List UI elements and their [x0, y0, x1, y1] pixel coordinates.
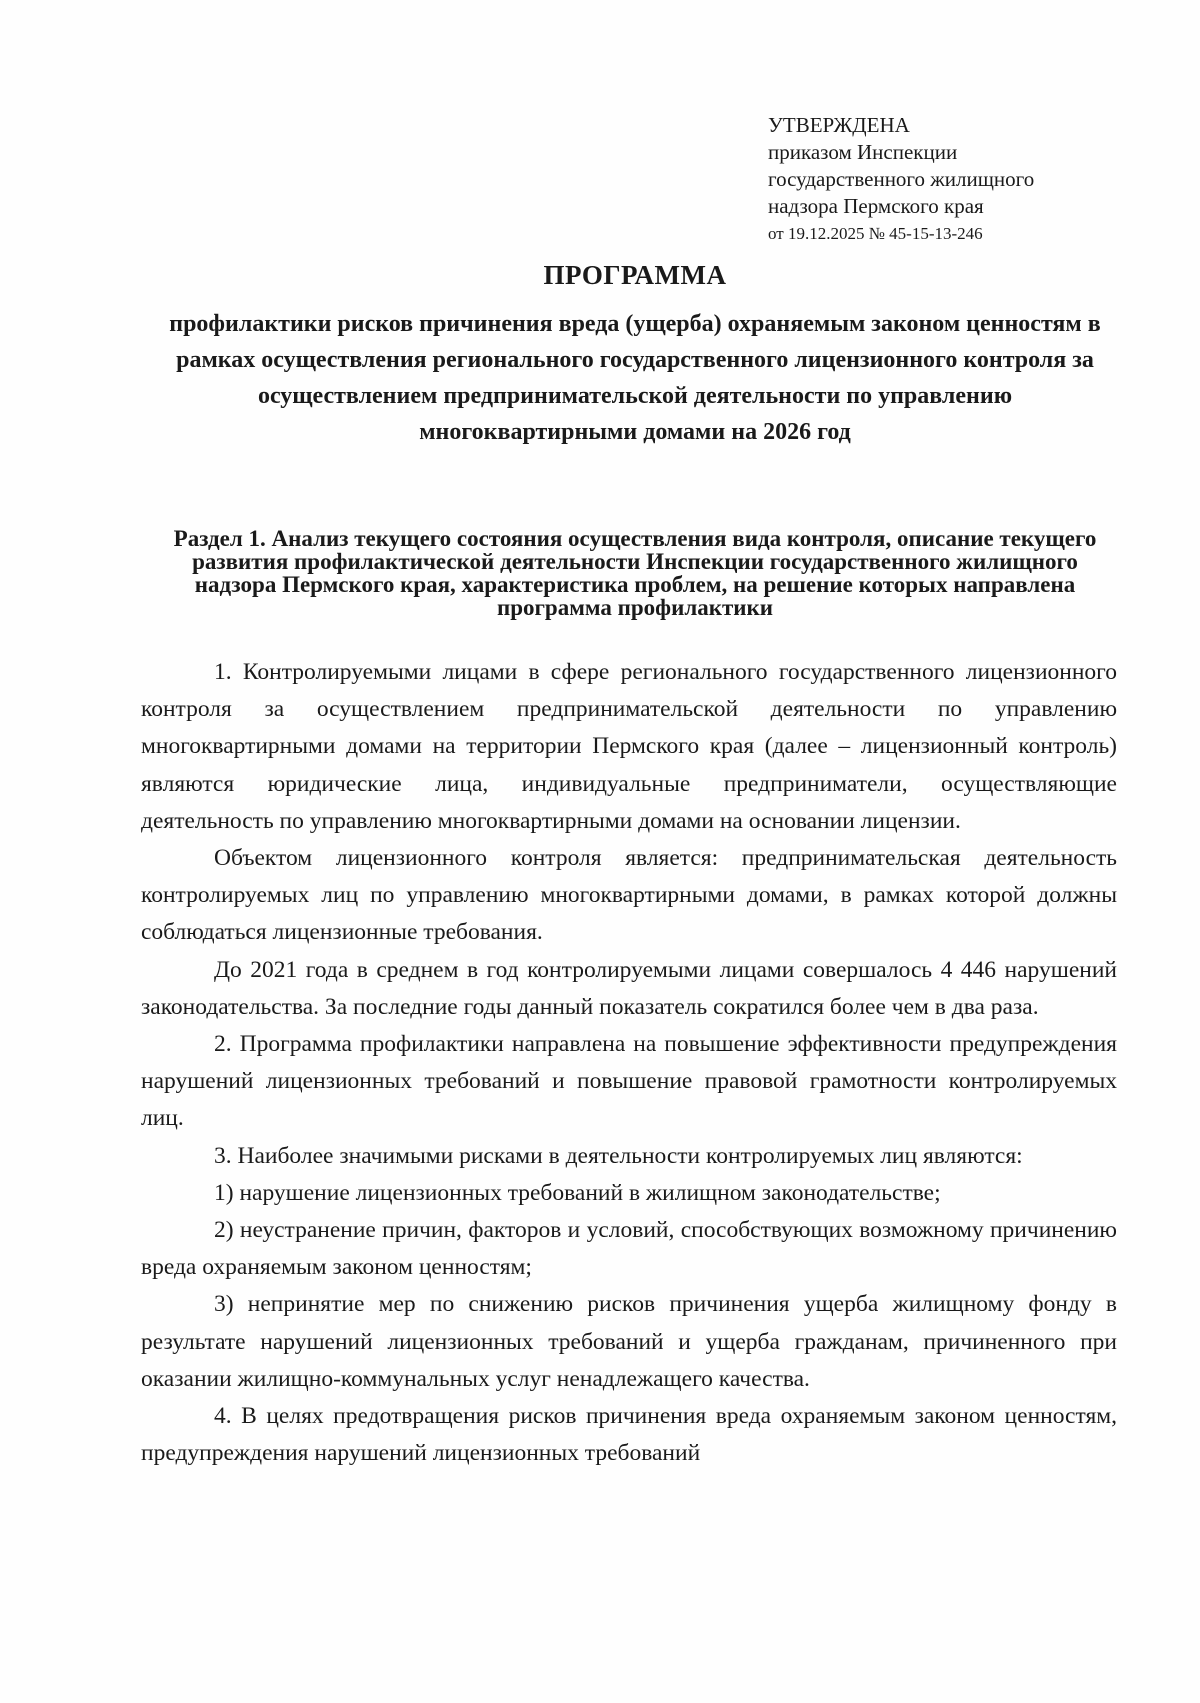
approval-order-line: приказом Инспекции: [768, 140, 958, 164]
approval-date-number: от 19.12.2025 № 45-15-13-246: [768, 224, 983, 243]
paragraph: 1. Контролируемыми лицами в сфере регионального государственного лицензионного контроля за осуществлением предпринимательской деятельности по управлению многоквартирными домами на территории Пермского края (далее – лицензионный контроль) являются юридические лица, индивидуальные предприниматели, осуществляющие деятельность по управлению многоквартирными домами на основании лицензии.: [141, 659, 1117, 834]
paragraph: Объектом лицензионного контроля является: предпринимательская деятельность контролируемых лиц по управлению многоквартирными домами, в рамках которой должны соблюдаться лицензионные требования.: [141, 845, 1117, 946]
paragraph: 2. Программа профилактики направлена на повышение эффективности предупреждения нарушений лицензионных требований и повышение правовой грамотности контролируемых лиц.: [141, 1031, 1117, 1132]
approval-heading: УТВЕРЖДЕНА: [768, 113, 910, 137]
approval-region-line: надзора Пермского края: [768, 194, 984, 218]
paragraph: До 2021 года в среднем в год контролируемыми лицами совершалось 4 446 нарушений законодательства. За последние годы данный показатель сократился более чем в два раза.: [141, 956, 1117, 1020]
document-subtitle: профилактики рисков причинения вреда (ущерба) охраняемым законом ценностям в рамках осуществления регионального государственного лицензионного контроля за осуществлением предпринимательской деятельности по управлению многоквартирными домами на 2026 год: [169, 311, 1101, 445]
approval-block: [768, 112, 1168, 247]
paragraph: 3. Наиболее значимыми рисками в деятельности контролируемых лиц являются:: [214, 1142, 1023, 1169]
document-title: ПРОГРАММА: [543, 260, 727, 290]
list-item: 2) неустранение причин, факторов и условий, способствующих возможному причинению вреда охраняемым законом ценностям;: [141, 1217, 1117, 1281]
paragraph: 4. В целях предотвращения рисков причинения вреда охраняемым законом ценностям, предупреждения нарушений лицензионных требований: [141, 1403, 1117, 1467]
list-item: 3) непринятие мер по снижению рисков причинения ущерба жилищному фонду в результате нарушений лицензионных требований и ущерба гражданам, причиненного при оказании жилищно-коммунальных услуг ненадлежащего качества.: [141, 1291, 1117, 1392]
document-body: [141, 654, 1117, 1472]
list-item: 1) нарушение лицензионных требований в жилищном законодательстве;: [214, 1179, 941, 1206]
section-heading: Раздел 1. Анализ текущего состояния осуществления вида контроля, описание текущего развития профилактической деятельности Инспекции государственного жилищного надзора Пермского края, характеристика проблем, на решение которых направлена программа профилактики: [173, 526, 1097, 620]
approval-authority-line: государственного жилищного: [768, 167, 1035, 191]
